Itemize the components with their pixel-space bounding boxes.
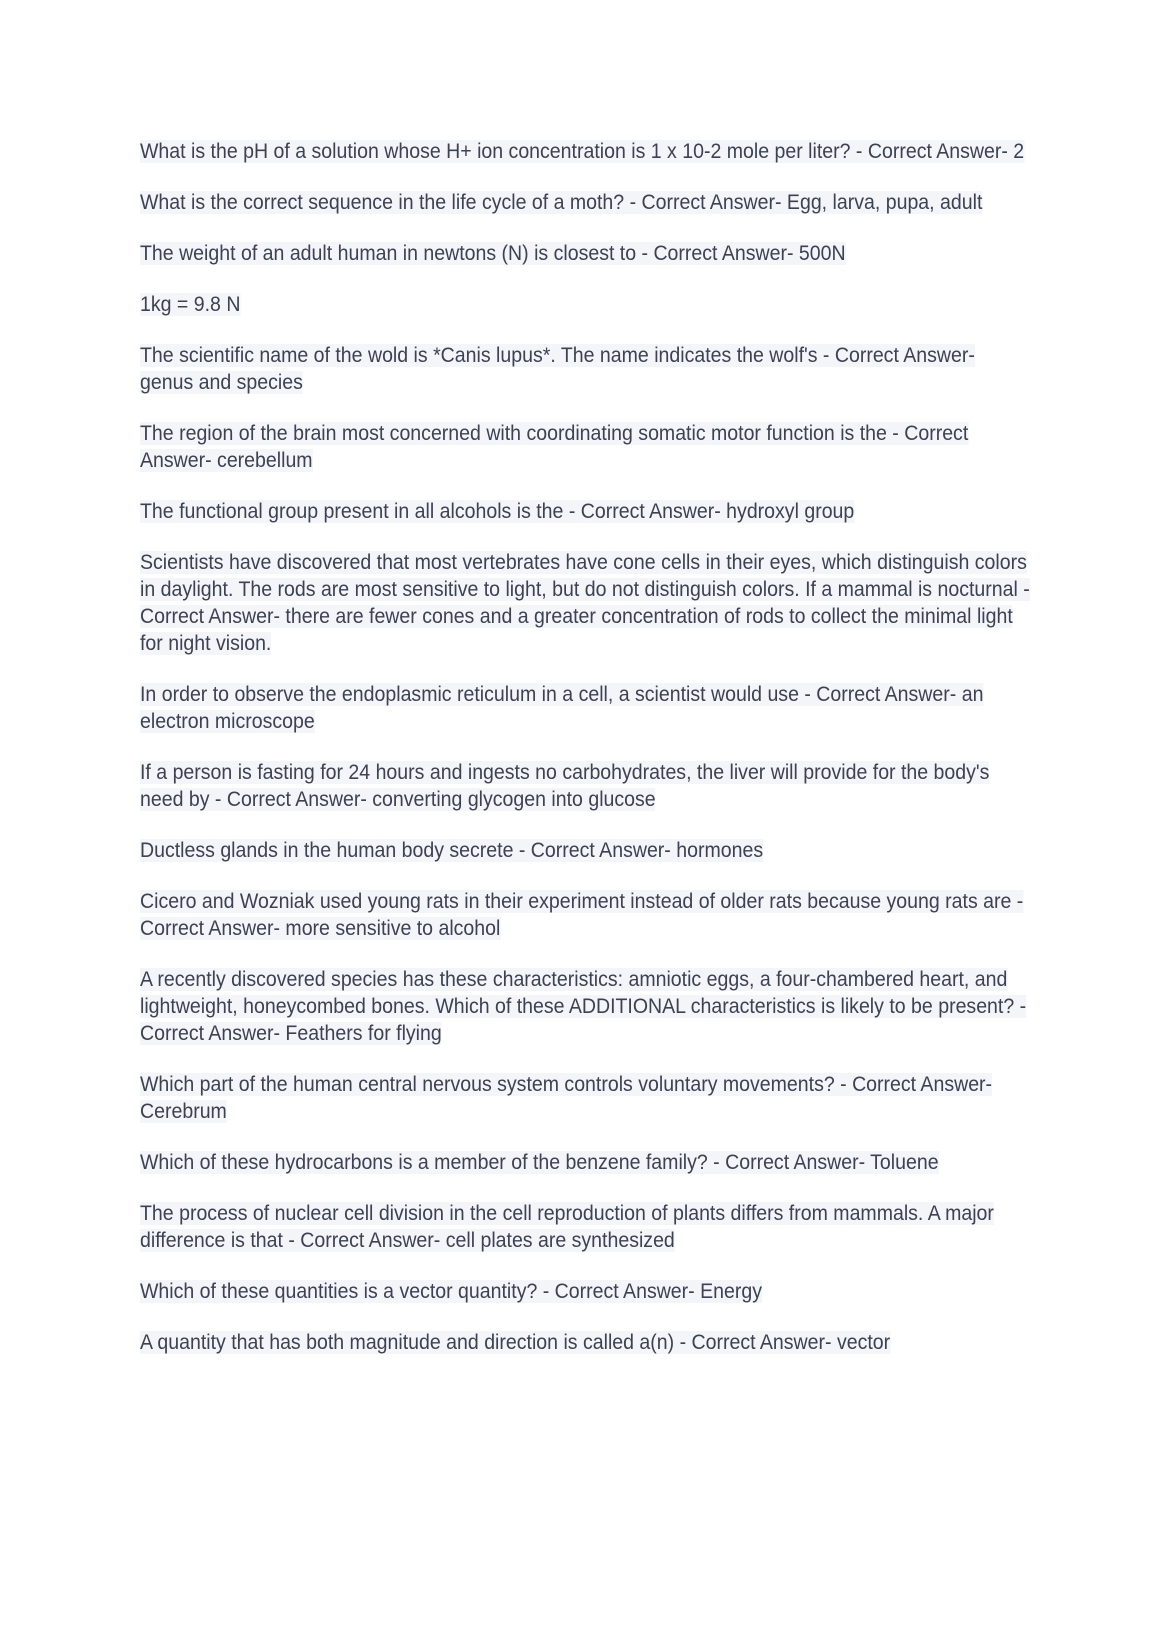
qa-item: The region of the brain most concerned with coordinating somatic motor function is the - Correct Answer- cerebellum [140,422,969,472]
qa-item: Which of these hydrocarbons is a member of the benzene family? - Correct Answer- Toluene [140,1151,939,1174]
qa-item: If a person is fasting for 24 hours and ingests no carbohydrates, the liver will provide for the body's need by - Correct Answer- converting glycogen into glucose [140,761,990,811]
qa-item: The weight of an adult human in newtons (N) is closest to - Correct Answer- 500N [140,242,846,265]
qa-item: Ductless glands in the human body secrete - Correct Answer- hormones [140,839,764,862]
qa-item: In order to observe the endoplasmic reticulum in a cell, a scientist would use - Correct Answer- an electron microscope [140,683,984,733]
qa-item: What is the correct sequence in the life cycle of a moth? - Correct Answer- Egg, larva, pupa, adult [140,191,983,214]
qa-item: Scientists have discovered that most vertebrates have cone cells in their eyes, which distinguish colors in daylight. The rods are most sensitive to light, but do not distinguish colors. If a mammal is nocturnal - Correct Answer- there are fewer cones and a greater concentration of rods to collect the minimal light for night vision. [140,551,1030,655]
qa-item: A quantity that has both magnitude and direction is called a(n) - Correct Answer- vector [140,1331,891,1354]
qa-item: Which part of the human central nervous system controls voluntary movements? - Correct Answer- Cerebrum [140,1073,993,1123]
qa-item: The functional group present in all alcohols is the - Correct Answer- hydroxyl group [140,500,855,523]
qa-item: Cicero and Wozniak used young rats in their experiment instead of older rats because young rats are - Correct Answer- more sensitive to alcohol [140,890,1024,940]
qa-item: The process of nuclear cell division in the cell reproduction of plants differs from mammals. A major difference is that - Correct Answer- cell plates are synthesized [140,1202,994,1252]
qa-item: A recently discovered species has these characteristics: amniotic eggs, a four-chambered heart, and lightweight, honeycombed bones. Which of these ADDITIONAL characteristics is likely to be present? - Correct Answer- Feathers for flying [140,968,1027,1045]
qa-item: The scientific name of the wold is *Canis lupus*. The name indicates the wolf's - Correct Answer- genus and species [140,344,975,394]
qa-item: Which of these quantities is a vector quantity? - Correct Answer- Energy [140,1280,762,1303]
qa-list [140,138,1030,1380]
qa-item: 1kg = 9.8 N [140,293,241,316]
qa-item: What is the pH of a solution whose H+ ion concentration is 1 x 10-2 mole per liter? - Correct Answer- 2 [140,140,1025,163]
